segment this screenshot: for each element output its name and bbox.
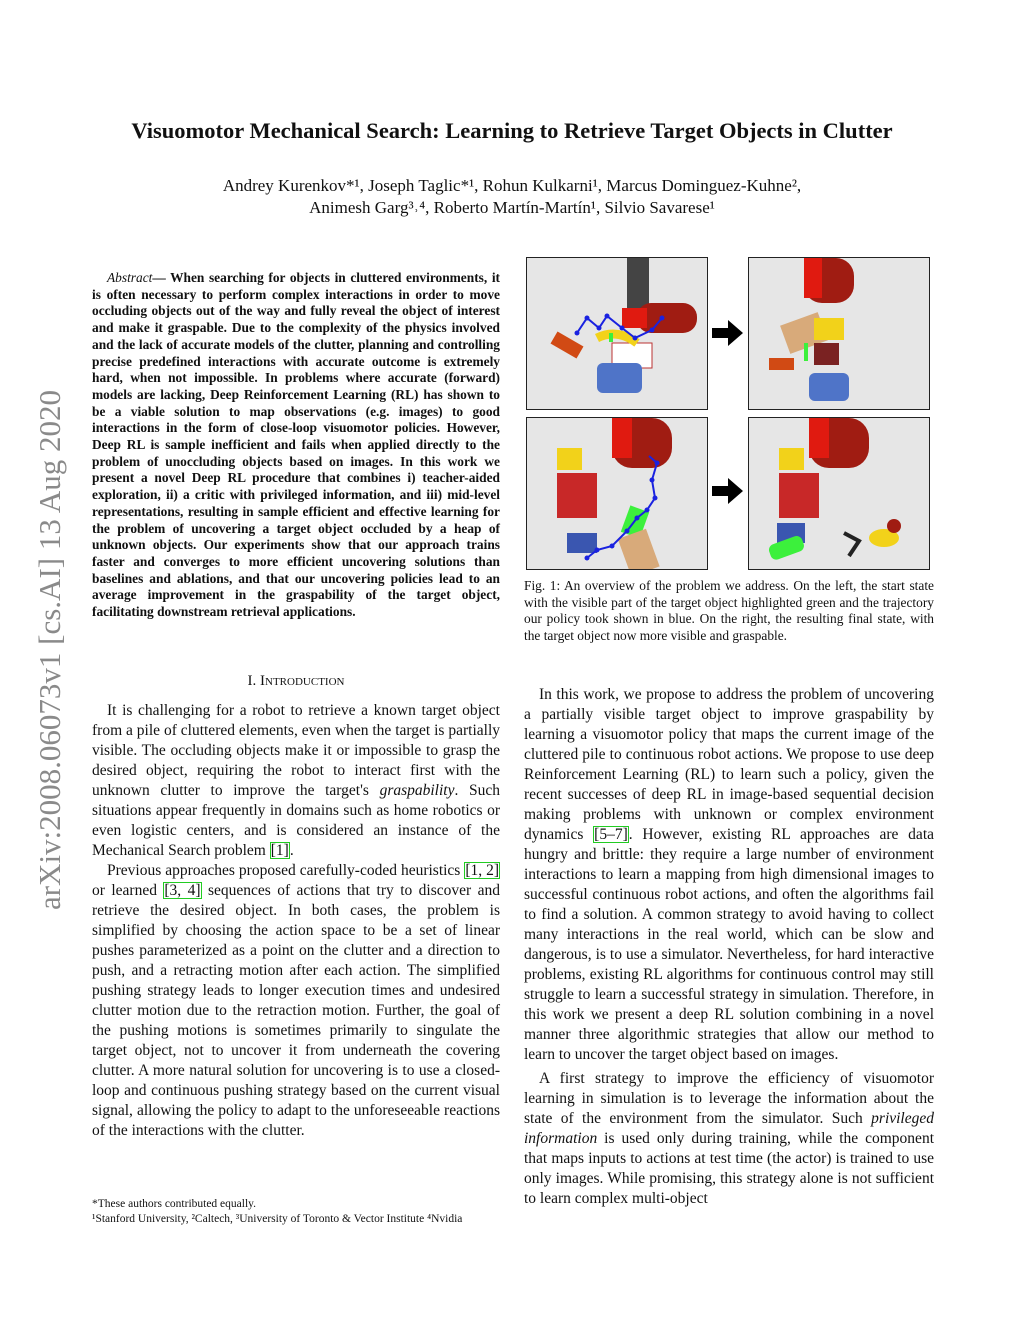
scene-illustration — [749, 418, 929, 569]
scene-illustration — [527, 418, 707, 569]
arrow-right-icon — [712, 478, 744, 504]
authors-line-2: Animesh Garg³˒⁴, Roberto Martín-Martín¹, Silvio Savarese¹ — [309, 198, 715, 217]
final-state-image-2 — [748, 417, 930, 570]
start-state-image-2 — [526, 417, 708, 570]
figure-caption: Fig. 1: An overview of the problem we address. On the left, the start state with the visible part of the target object highlighted green and the trajectory our policy took shown in blue. On the right, the resulting final state, with the target object now more visible and graspable. — [524, 578, 934, 644]
authors-line-1: Andrey Kurenkov*¹, Joseph Taglic*¹, Rohun Kulkarni¹, Marcus Dominguez-Kuhne², — [222, 176, 802, 195]
intro-paragraph-2 — [92, 861, 500, 1141]
text: A first strategy to improve the efficiency of visuomotor learning in simulation is to leverage the information about the state of the environment from the simulator. Such — [524, 1070, 934, 1127]
body-paragraph-2 — [524, 1069, 934, 1209]
text: sequences of actions that try to discover and retrieve the desired object. In both cases, the problem is simplified by choosing the action space to be a set of linear pushes parameterized as a point on the clutter and a direction to push, and a retracting motion after each action. The simplified pushing strategy leads to longer execution times and undesired clutter motion due to the retraction motion. Further, the goal of the pushing motions is sometimes primarily to singulate the target object, not to uncover it from underneath the covering clutter. A more natural solution for uncovering is to use a closed-loop and continuous pushing strategy based on the current visual signal, allowing the policy to adapt to the unforeseeable reactions of the interactions with the clutter. — [92, 882, 500, 1139]
text: It is challenging for a robot to retrieve a known target object from a pile of cluttered elements, even when the target is partially visible. The occluding objects make it or impossible to grasp the desired object, requiring the robot to interact first with the unknown clutter to improve the target's — [92, 702, 500, 799]
author-list — [0, 175, 1024, 219]
text: . Such situations appear frequently in domains such as home robotics or even logistic centers, and is considered an instance of the Mechanical Search problem — [92, 782, 500, 859]
arrow-right-icon — [712, 320, 744, 346]
footnote-equal-contribution: *These authors contributed equally. — [92, 1198, 257, 1210]
text: . — [289, 842, 294, 859]
emphasis: privileged information — [524, 1110, 934, 1147]
start-state-image-1 — [526, 257, 708, 410]
abstract — [92, 270, 500, 621]
text: is used only during training, while the component that maps inputs to actions at test time (the actor) is trained to use only images. While promising, this strategy alone is not sufficient to learn complex multi-object — [524, 1130, 934, 1207]
section-heading-introduction: I. Introduction — [247, 673, 345, 689]
right-column — [524, 685, 934, 1209]
body-paragraph-1 — [524, 685, 934, 1065]
abstract-text: When searching for objects in cluttered environments, it is often necessary to perform complex interactions in order to move occluding objects out of the way and fully reveal the object of interest and make it graspable. Due to the complexity of the physics involved and the lack of accurate models of the clutter, planning and controlling precise predefined interactions with accurate outcome is extremely hard, when not impossible. In problems where accurate (forward) models are lacking, Deep Reinforcement Learning (RL) has shown to be a viable solution to map observations (e.g. images) to good interactions in the form of close-loop visuomotor policies. However, Deep RL is sample inefficient and fails when applied directly to the problem of unoccluding objects based on images. In this work we present a novel Deep RL procedure that combines i) teacher-aided exploration, ii) a critic with privileged information, and iii) mid-level representations, resulting in sample efficient and effective learning for the problem of uncovering a target object occluded by a heap of unknown objects. Our experiments show that our approach trains faster and converges to more efficient uncovering solutions than baselines and ablations, and that our uncovering policies lead to an average improvement in the graspability of the target object, facilitating downstream retrieval applications. — [92, 270, 500, 620]
citation-link[interactable]: [3, 4] — [164, 882, 201, 899]
arxiv-identifier: arXiv:2008.06073v1 [cs.AI] 13 Aug 2020 — [32, 389, 67, 911]
scene-illustration — [749, 258, 929, 409]
footnote-affiliations: ¹Stanford University, ²Caltech, ³University of Toronto & Vector Institute ⁴Nvidia — [92, 1213, 463, 1225]
abstract-dash: — — [152, 270, 171, 285]
intro-column — [92, 701, 500, 1141]
emphasis: graspability — [379, 782, 455, 799]
footnotes — [92, 1197, 502, 1227]
citation-link[interactable]: [1] — [270, 842, 289, 859]
scene-illustration — [527, 258, 707, 409]
intro-paragraph-1 — [92, 701, 500, 861]
final-state-image-1 — [748, 257, 930, 410]
citation-link[interactable]: [5–7] — [594, 826, 628, 843]
paper-title: Visuomotor Mechanical Search: Learning to Retrieve Target Objects in Clutter — [131, 118, 893, 143]
text: or learned — [92, 882, 164, 899]
citation-link[interactable]: [1, 2] — [465, 862, 500, 879]
text: . However, existing RL approaches are data hungry and brittle: they require a large number of environment interactions to learn a mapping from high dimensional images to successful continuous robot actions, and often the algorithms fail to find a solution. A common strategy to avoid having to collect many interactions in the real world, which can be slow and dangerous, is to use a simulator. Nevertheless, for hard interactive problems, existing RL algorithms for continuous control may still struggle to learn a successful strategy in simulation. Therefore, in this work we present a deep RL solution combining in a novel manner three algorithmic strategies that allow our method to learn to uncover the target object based on images. — [524, 826, 935, 1063]
text: Previous approaches proposed carefully-coded heuristics — [107, 862, 465, 879]
text: In this work, we propose to address the problem of uncovering a partially visible target object to improve graspability by learning a visuomotor policy that maps the current image of the cluttered pile to continuous robot actions. We propose to use deep Reinforcement Learning (RL) to learn such a policy, given the recent successes of deep RL in image-based sequential decision making problems with unknown or complex environment dynamics — [524, 686, 934, 843]
abstract-label: Abstract — [107, 270, 153, 285]
